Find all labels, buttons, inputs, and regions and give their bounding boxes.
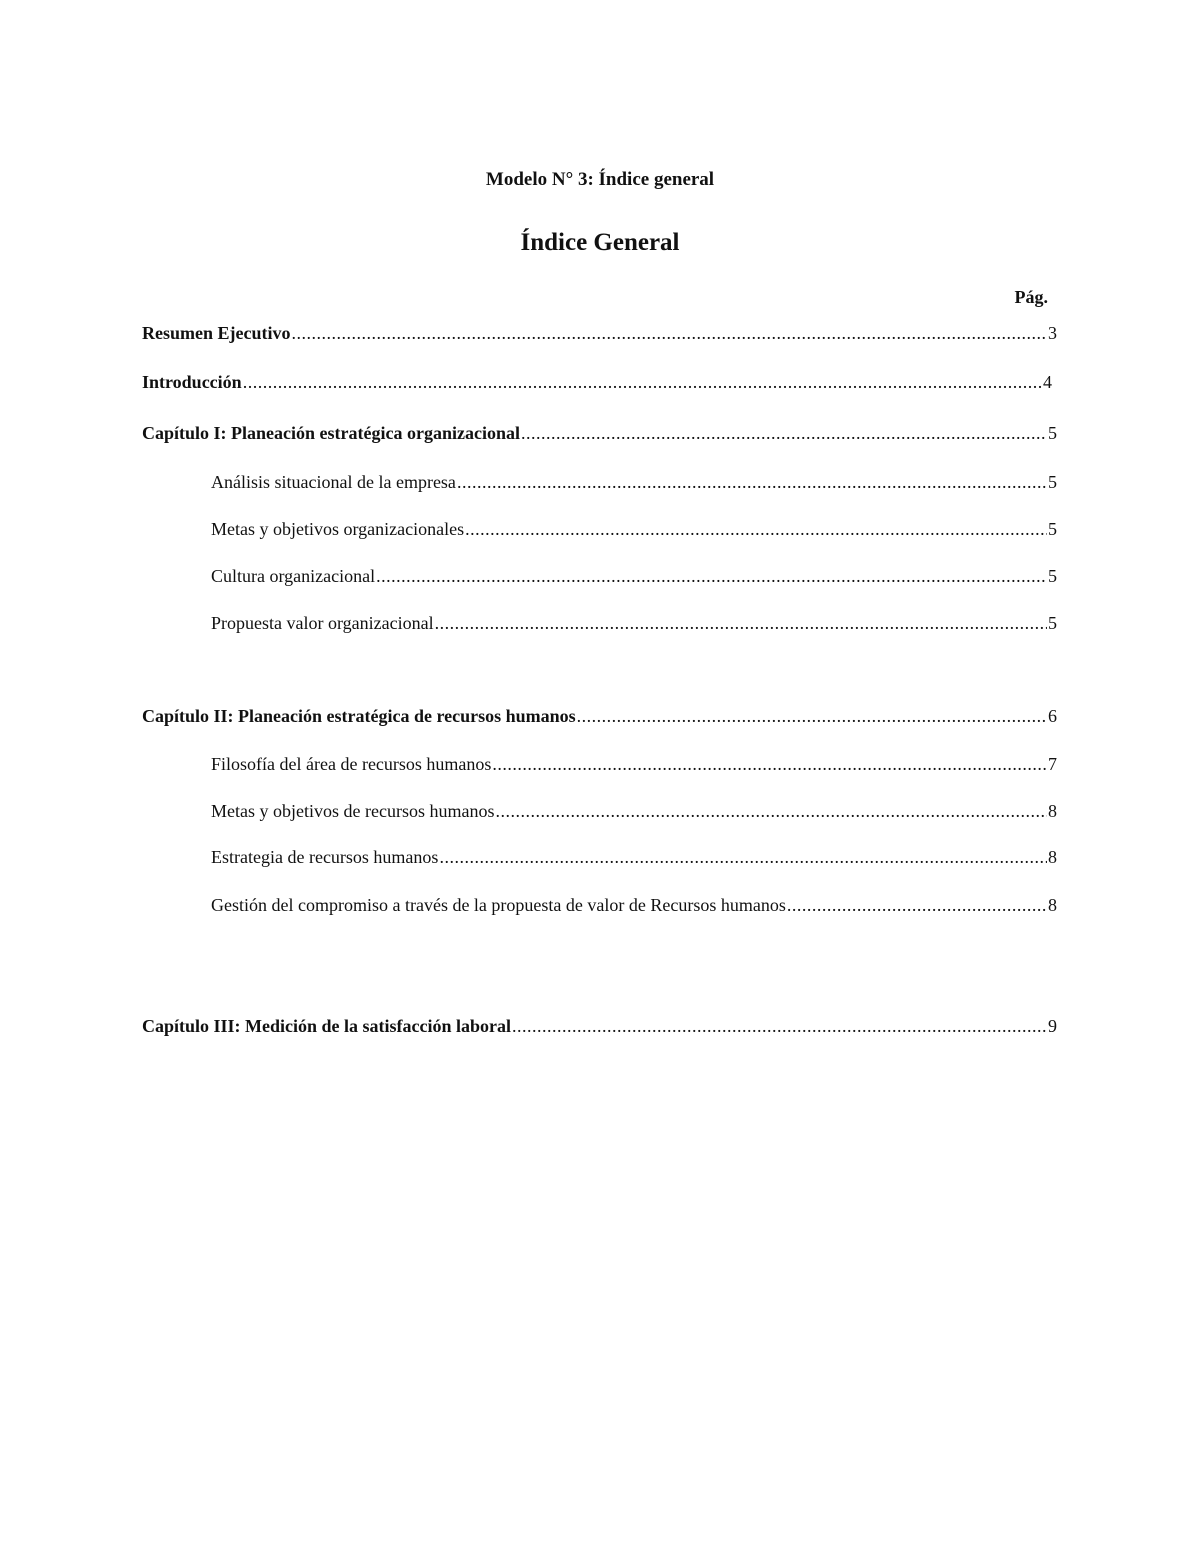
toc-entry-gestion-compromiso[interactable]: [211, 894, 1057, 916]
toc-entry-page-number: 6: [1048, 706, 1057, 726]
toc-entry-label: Estrategia de recursos humanos: [211, 847, 439, 867]
toc-entry-propuesta-valor[interactable]: [211, 612, 1057, 634]
dot-leader: [439, 846, 1047, 868]
toc-entry-page-number: 5: [1048, 423, 1057, 443]
toc-entry-label: Cultura organizacional: [211, 566, 376, 586]
toc-entry-analisis-situacional[interactable]: [211, 471, 1057, 493]
toc-entry-label: Análisis situacional de la empresa: [211, 472, 456, 492]
dot-leader: [787, 894, 1047, 916]
toc-entry-page-number: 5: [1048, 613, 1057, 633]
toc-entry-page-number: 8: [1048, 847, 1057, 867]
dot-leader: [495, 800, 1047, 822]
dot-leader: [521, 422, 1047, 444]
dot-leader: [465, 518, 1047, 540]
dot-leader: [492, 753, 1047, 775]
dot-leader: [376, 565, 1047, 587]
page-column-label: Pág.: [1014, 287, 1048, 307]
toc-entry-metas-rrhh[interactable]: [211, 800, 1057, 822]
toc-entry-resumen-ejecutivo[interactable]: [142, 322, 1057, 344]
toc-entry-capitulo-2[interactable]: [142, 705, 1057, 727]
toc-entry-label: Introducción: [142, 372, 242, 392]
toc-entry-metas-organizacionales[interactable]: [211, 518, 1057, 540]
toc-entry-label: Capítulo II: Planeación estratégica de recursos humanos: [142, 706, 576, 726]
toc-entry-label: Filosofía del área de recursos humanos: [211, 754, 492, 774]
toc-entry-page-number: 8: [1048, 801, 1057, 821]
toc-entry-label: Resumen Ejecutivo: [142, 323, 291, 343]
toc-entry-label: Propuesta valor organizacional: [211, 613, 434, 633]
toc-entry-capitulo-3[interactable]: [142, 1015, 1057, 1037]
toc-entry-filosofia-rrhh[interactable]: [211, 753, 1057, 775]
page-title: Índice General: [520, 229, 680, 256]
toc-entry-capitulo-1[interactable]: [142, 422, 1057, 444]
toc-entry-label: Gestión del compromiso a través de la propuesta de valor de Recursos humanos: [211, 895, 786, 915]
dot-leader: [457, 471, 1047, 493]
model-label: Modelo N° 3: Índice general: [485, 169, 715, 190]
toc-entry-label: Capítulo I: Planeación estratégica organizacional: [142, 423, 520, 443]
dot-leader: [512, 1015, 1047, 1037]
toc-entry-page-number: 5: [1048, 519, 1057, 539]
toc-entry-estrategia-rrhh[interactable]: [211, 846, 1057, 868]
toc-entry-cultura-organizacional[interactable]: [211, 565, 1057, 587]
toc-entry-page-number: 8: [1048, 895, 1057, 915]
toc-entry-introduccion[interactable]: [142, 371, 1052, 393]
toc-entry-label: Capítulo III: Medición de la satisfacción laboral: [142, 1016, 512, 1036]
toc-entry-page-number: 9: [1048, 1016, 1057, 1036]
dot-leader: [291, 322, 1047, 344]
toc-entry-page-number: 5: [1048, 566, 1057, 586]
dot-leader: [577, 705, 1047, 727]
toc-entry-page-number: 7: [1048, 754, 1057, 774]
toc-entry-page-number: 3: [1048, 323, 1057, 343]
dot-leader: [243, 371, 1042, 393]
toc-entry-page-number: 4: [1043, 372, 1052, 392]
toc-entry-page-number: 5: [1048, 472, 1057, 492]
dot-leader: [435, 612, 1047, 634]
toc-entry-label: Metas y objetivos de recursos humanos: [211, 801, 495, 821]
toc-entry-label: Metas y objetivos organizacionales: [211, 519, 465, 539]
